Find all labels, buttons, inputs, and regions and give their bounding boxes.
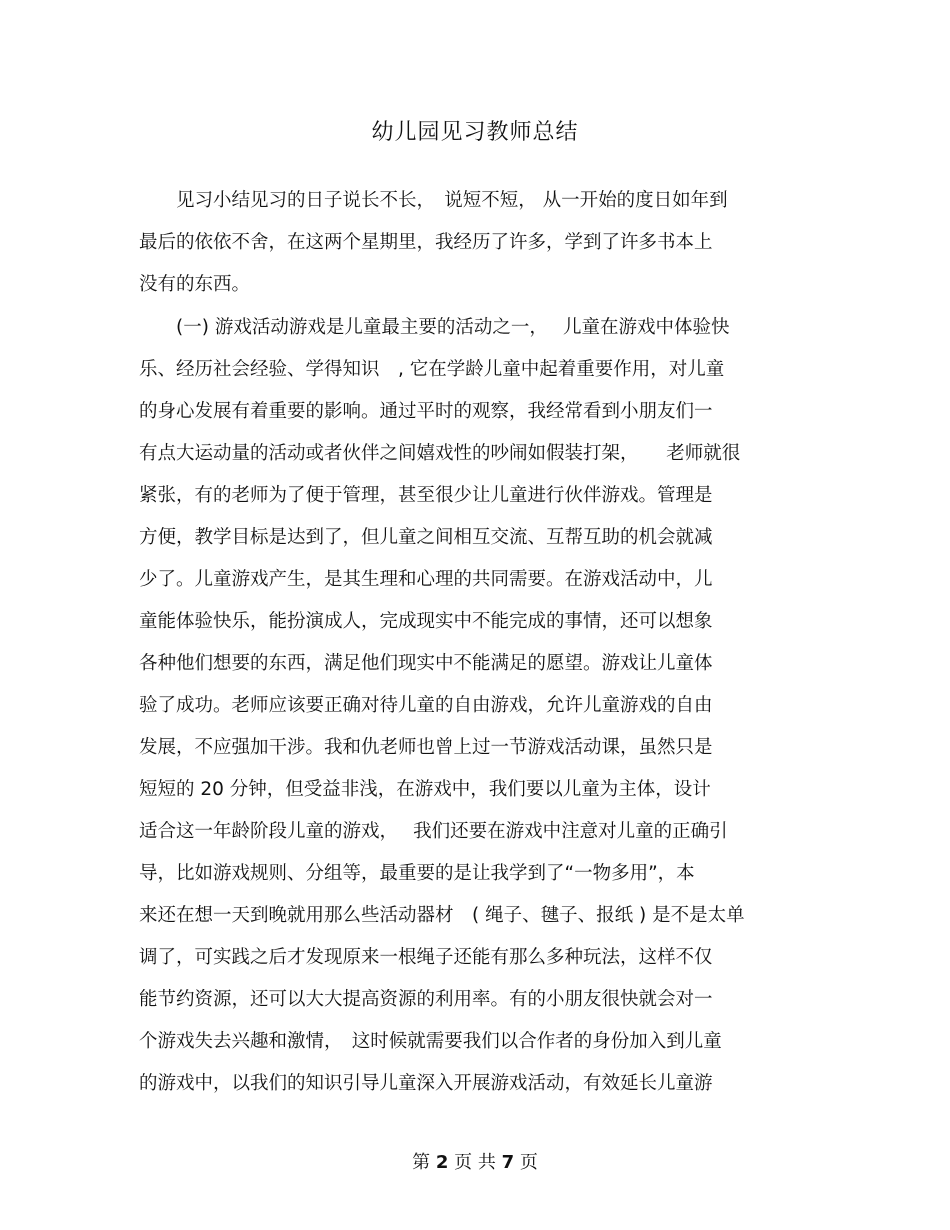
- text-line: 紧张，有的老师为了便于管理，甚至很少让儿童进行伙伴游戏。管理是: [139, 485, 713, 506]
- text-line: (一) 游戏活动游戏是儿童最主要的活动之一， 儿童在游戏中体验快: [139, 317, 730, 338]
- body-text: [139, 180, 819, 1105]
- current-page-number: 2: [435, 1152, 449, 1173]
- total-page-number: 7: [501, 1152, 515, 1173]
- text-line: 少了。儿童游戏产生，是其生理和心理的共同需要。在游戏活动中，儿: [139, 569, 713, 590]
- text-line: 短短的 20 分钟，但受益非浅，在游戏中，我们要以儿童为主体，设计: [139, 779, 711, 800]
- text-line: 最后的依依不舍，在这两个星期里，我经历了许多，学到了许多书本上: [139, 232, 713, 253]
- footer-suffix: 页: [519, 1152, 538, 1173]
- text-line: 见习小结见习的日子说长不长， 说短不短， 从一开始的度日如年到: [139, 190, 728, 211]
- paragraph-intro: [139, 180, 819, 306]
- text-line: 各种他们想要的东西，满足他们现实中不能满足的愿望。游戏让儿童体: [139, 653, 713, 674]
- text-line: 发展，不应强加干涉。我和仇老师也曾上过一节游戏活动课，虽然只是: [139, 737, 713, 758]
- text-line: 的游戏中，以我们的知识引导儿童深入开展游戏活动，有效延长儿童游: [139, 1073, 713, 1094]
- text-line: 有点大运动量的活动或者伙伴之间嬉戏性的吵闹如假装打架， 老师就很: [139, 443, 741, 464]
- text-line: 调了，可实践之后才发现原来一根绳子还能有那么多种玩法，这样不仅: [139, 947, 713, 968]
- text-line: 来还在想一天到晚就用那么些活动器材 ( 绳子、毽子、报纸 ) 是不是太单: [139, 905, 745, 926]
- footer-middle: 页 共: [454, 1152, 496, 1173]
- text-line: 验了成功。老师应该要正确对待儿童的自由游戏，允许儿童游戏的自由: [139, 695, 713, 716]
- page-footer: [0, 1150, 950, 1176]
- text-line: 个游戏失去兴趣和激情， 这时候就需要我们以合作者的身份加入到儿童: [139, 1031, 722, 1052]
- text-line: 的身心发展有着重要的影响。通过平时的观察，我经常看到小朋友们一: [139, 401, 713, 422]
- text-line: 童能体验快乐，能扮演成人，完成现实中不能完成的事情，还可以想象: [139, 611, 713, 632]
- paragraph-game-activity: [139, 307, 819, 1105]
- text-line: 适合这一年龄阶段儿童的游戏， 我们还要在游戏中注意对儿童的正确引: [139, 821, 728, 842]
- text-line: 乐、经历社会经验、学得知识 , 它在学龄儿童中起着重要作用，对儿童: [139, 359, 725, 380]
- page-title: 幼儿园见习教师总结: [371, 120, 579, 145]
- text-line: 没有的东西。: [139, 274, 251, 295]
- footer-prefix: 第: [412, 1152, 431, 1173]
- text-line: 能节约资源，还可以大大提高资源的利用率。有的小朋友很快就会对一: [139, 989, 713, 1010]
- text-line: 导，比如游戏规则、分组等，最重要的是让我学到了“一物多用”，本: [139, 863, 695, 884]
- text-line: 方便，教学目标是达到了，但儿童之间相互交流、互帮互助的机会就减: [139, 527, 713, 548]
